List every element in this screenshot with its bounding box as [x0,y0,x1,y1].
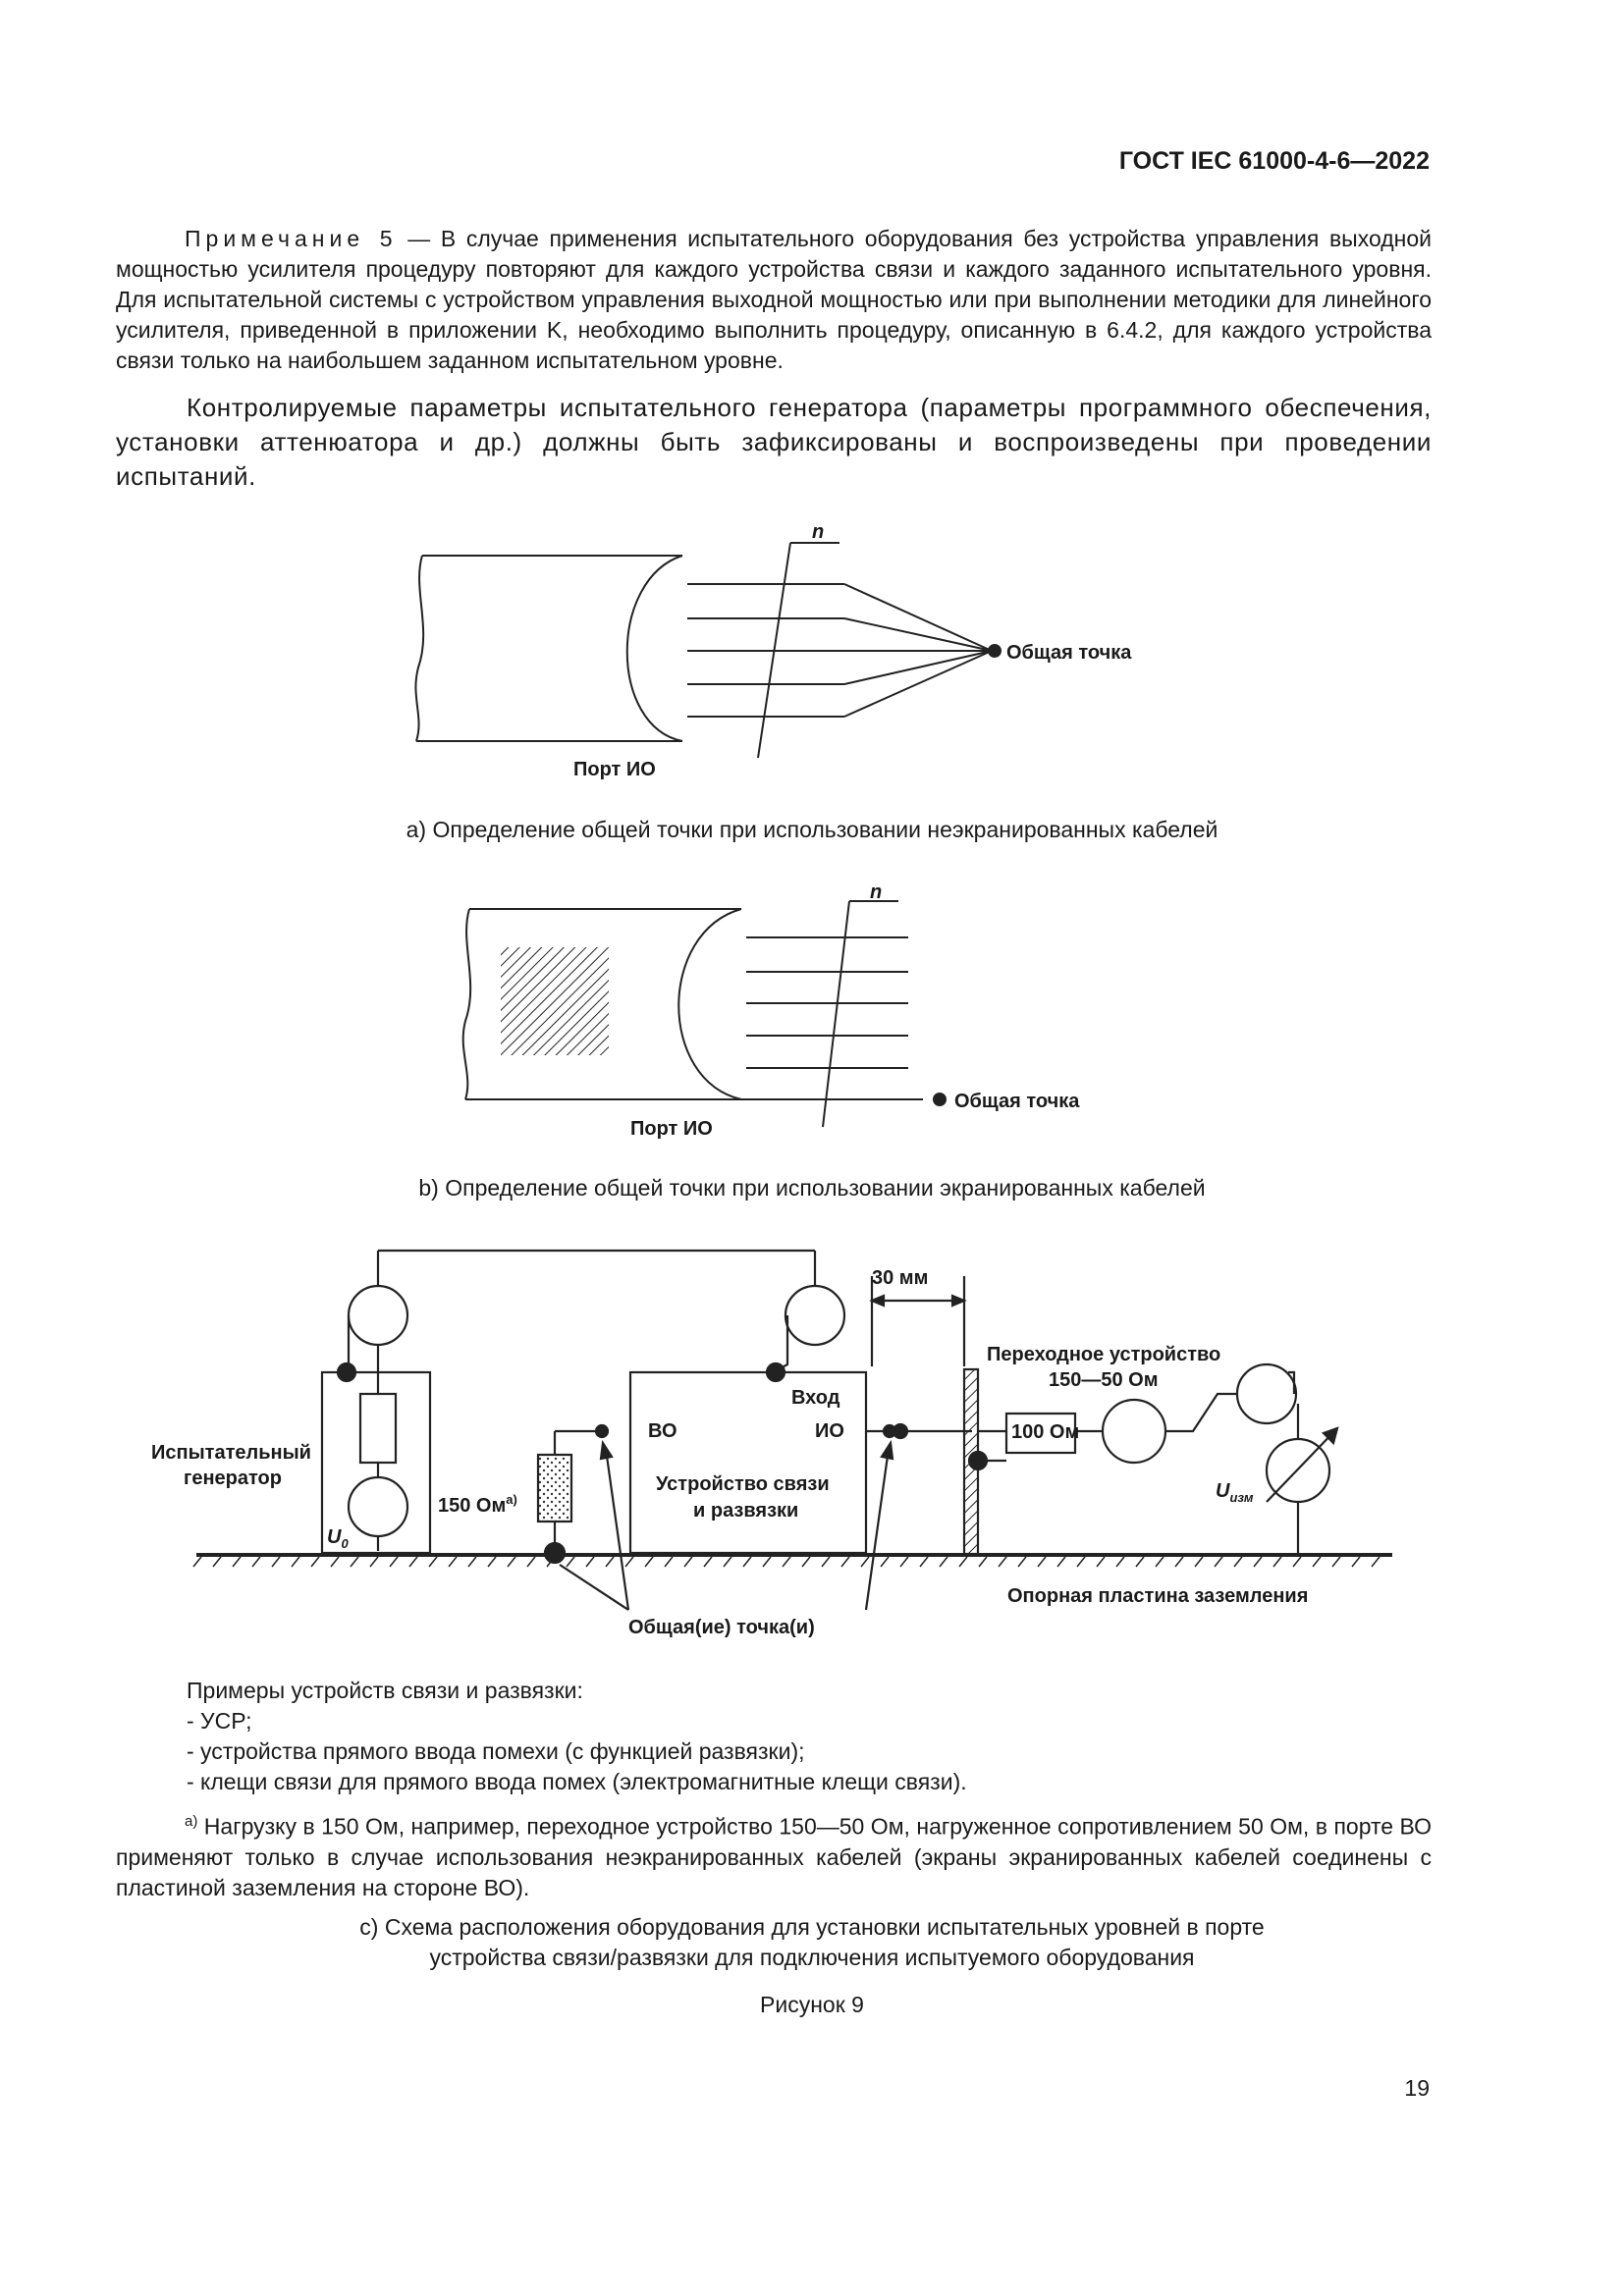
footnote-text: Нагрузку в 150 Ом, например, переходное устройство 150—50 Ом, нагруженное сопротивлением 50 Ом, в порте ВО применяют только в случае использования неэкранированных кабелей (экраны экранированных кабелей соединены с пластиной заземления на стороне ВО). [116,1813,1432,1900]
common-point-dot [989,645,1001,657]
cable-end-ellipse [678,909,741,1099]
ohm150-label: 150 $Ом^{a)}$ [438,1492,517,1517]
ground-hatching [193,1557,1380,1567]
ohm100-label: 100 Ом [1011,1421,1080,1443]
bo-label: ВО [648,1420,677,1442]
cable-end-ellipse [627,556,682,741]
body-paragraph: Контролируемые параметры испытательного генератора (параметры программного обеспечения, установки аттенюатора и др.) должны быть зафиксированы и воспроизведены при проведении испытаний. [116,393,1432,491]
figure-b-caption: b) Определение общей точки при использовании экранированных кабелей [418,1175,1206,1201]
fig-a-n-label: n [812,521,825,543]
cable-break-line [415,556,423,741]
adapter-coil [1103,1400,1165,1463]
page-number: 19 [1404,2075,1430,2101]
fig-a-port-label: Порт ИО [573,759,656,780]
generator-label-line2: генератор [184,1468,282,1489]
generator-probe [349,1286,407,1345]
adapter-label-line2: 150—50 Ом [1049,1369,1159,1391]
note-lead: Примечание 5 [185,226,398,251]
examples-item: - клещи связи для прямого ввода помех (электромагнитные клещи связи). [187,1769,967,1794]
figure-c [193,1251,1392,1610]
figure-a [415,543,1001,758]
common-points-label: Общая(ие) точка(и) [628,1617,815,1638]
fig-b-n-label: n [870,881,883,903]
figure-c-caption-line1: c) Схема расположения оборудования для установки испытательных уровней в порте [359,1914,1265,1940]
umeas-label: $U_{изм}$ [1216,1480,1254,1505]
examples-item: - УСР; [187,1708,252,1734]
input-label-line2: ИО [815,1420,844,1442]
cable-break-line [463,909,470,1099]
generator-source [349,1477,407,1536]
input-label-line1: Вход [791,1387,840,1409]
generator-label-line1: Испытательный [151,1442,311,1464]
dim-30mm-label: 30 мм [872,1267,929,1289]
fig-b-port-label: Порт ИО [630,1118,713,1140]
document-header: ГОСТ IEC 61000-4-6—2022 [1118,147,1430,175]
footnote-mark: a) [185,1813,198,1830]
common-point-dot [934,1094,946,1105]
figure-c-caption-line2: устройства связи/развязки для подключения испытуемого оборудования [429,1945,1195,1970]
u0-label: $U_0$ [327,1526,349,1551]
footnote [116,1806,1432,1903]
adapter-label-line1: Переходное устройство [987,1344,1221,1365]
measure-probe [1237,1364,1296,1423]
fig-b-common-label: Общая точка [954,1091,1080,1112]
ground-plate-label: Опорная пластина заземления [1007,1585,1309,1607]
figure-a-caption: a) Определение общей точки при использовании неэкранированных кабелей [406,817,1218,842]
examples-title: Примеры устройств связи и развязки: [187,1678,583,1703]
braid-shield [501,947,609,1055]
load-150-ohm [538,1455,571,1522]
cdn-label-line2: и развязки [693,1500,799,1522]
figure-title: Рисунок 9 [760,1992,864,2017]
generator-resistor [360,1394,396,1463]
cdn-probe [785,1286,844,1345]
fig-a-common-label: Общая точка [1006,642,1132,664]
examples-item: - устройства прямого ввода помехи (с функцией развязки); [187,1738,805,1764]
cdn-label-line1: Устройство связи [656,1473,830,1495]
figure-b [463,901,946,1127]
note-text: — В случае применения испытательного оборудования без устройства управления выходной мощностью усилителя процедуру повторяют для каждого устройства связи и каждого заданного испытательного уровня. Для испытательной системы с устройством управления выходной мощностью или при выполнении методики для линейного усилителя, приведенной в приложении K, необходимо выполнить процедуру, описанную в 6.4.2, для каждого устройства связи только на наибольшем заданном испытательном уровне. [116,226,1432,373]
